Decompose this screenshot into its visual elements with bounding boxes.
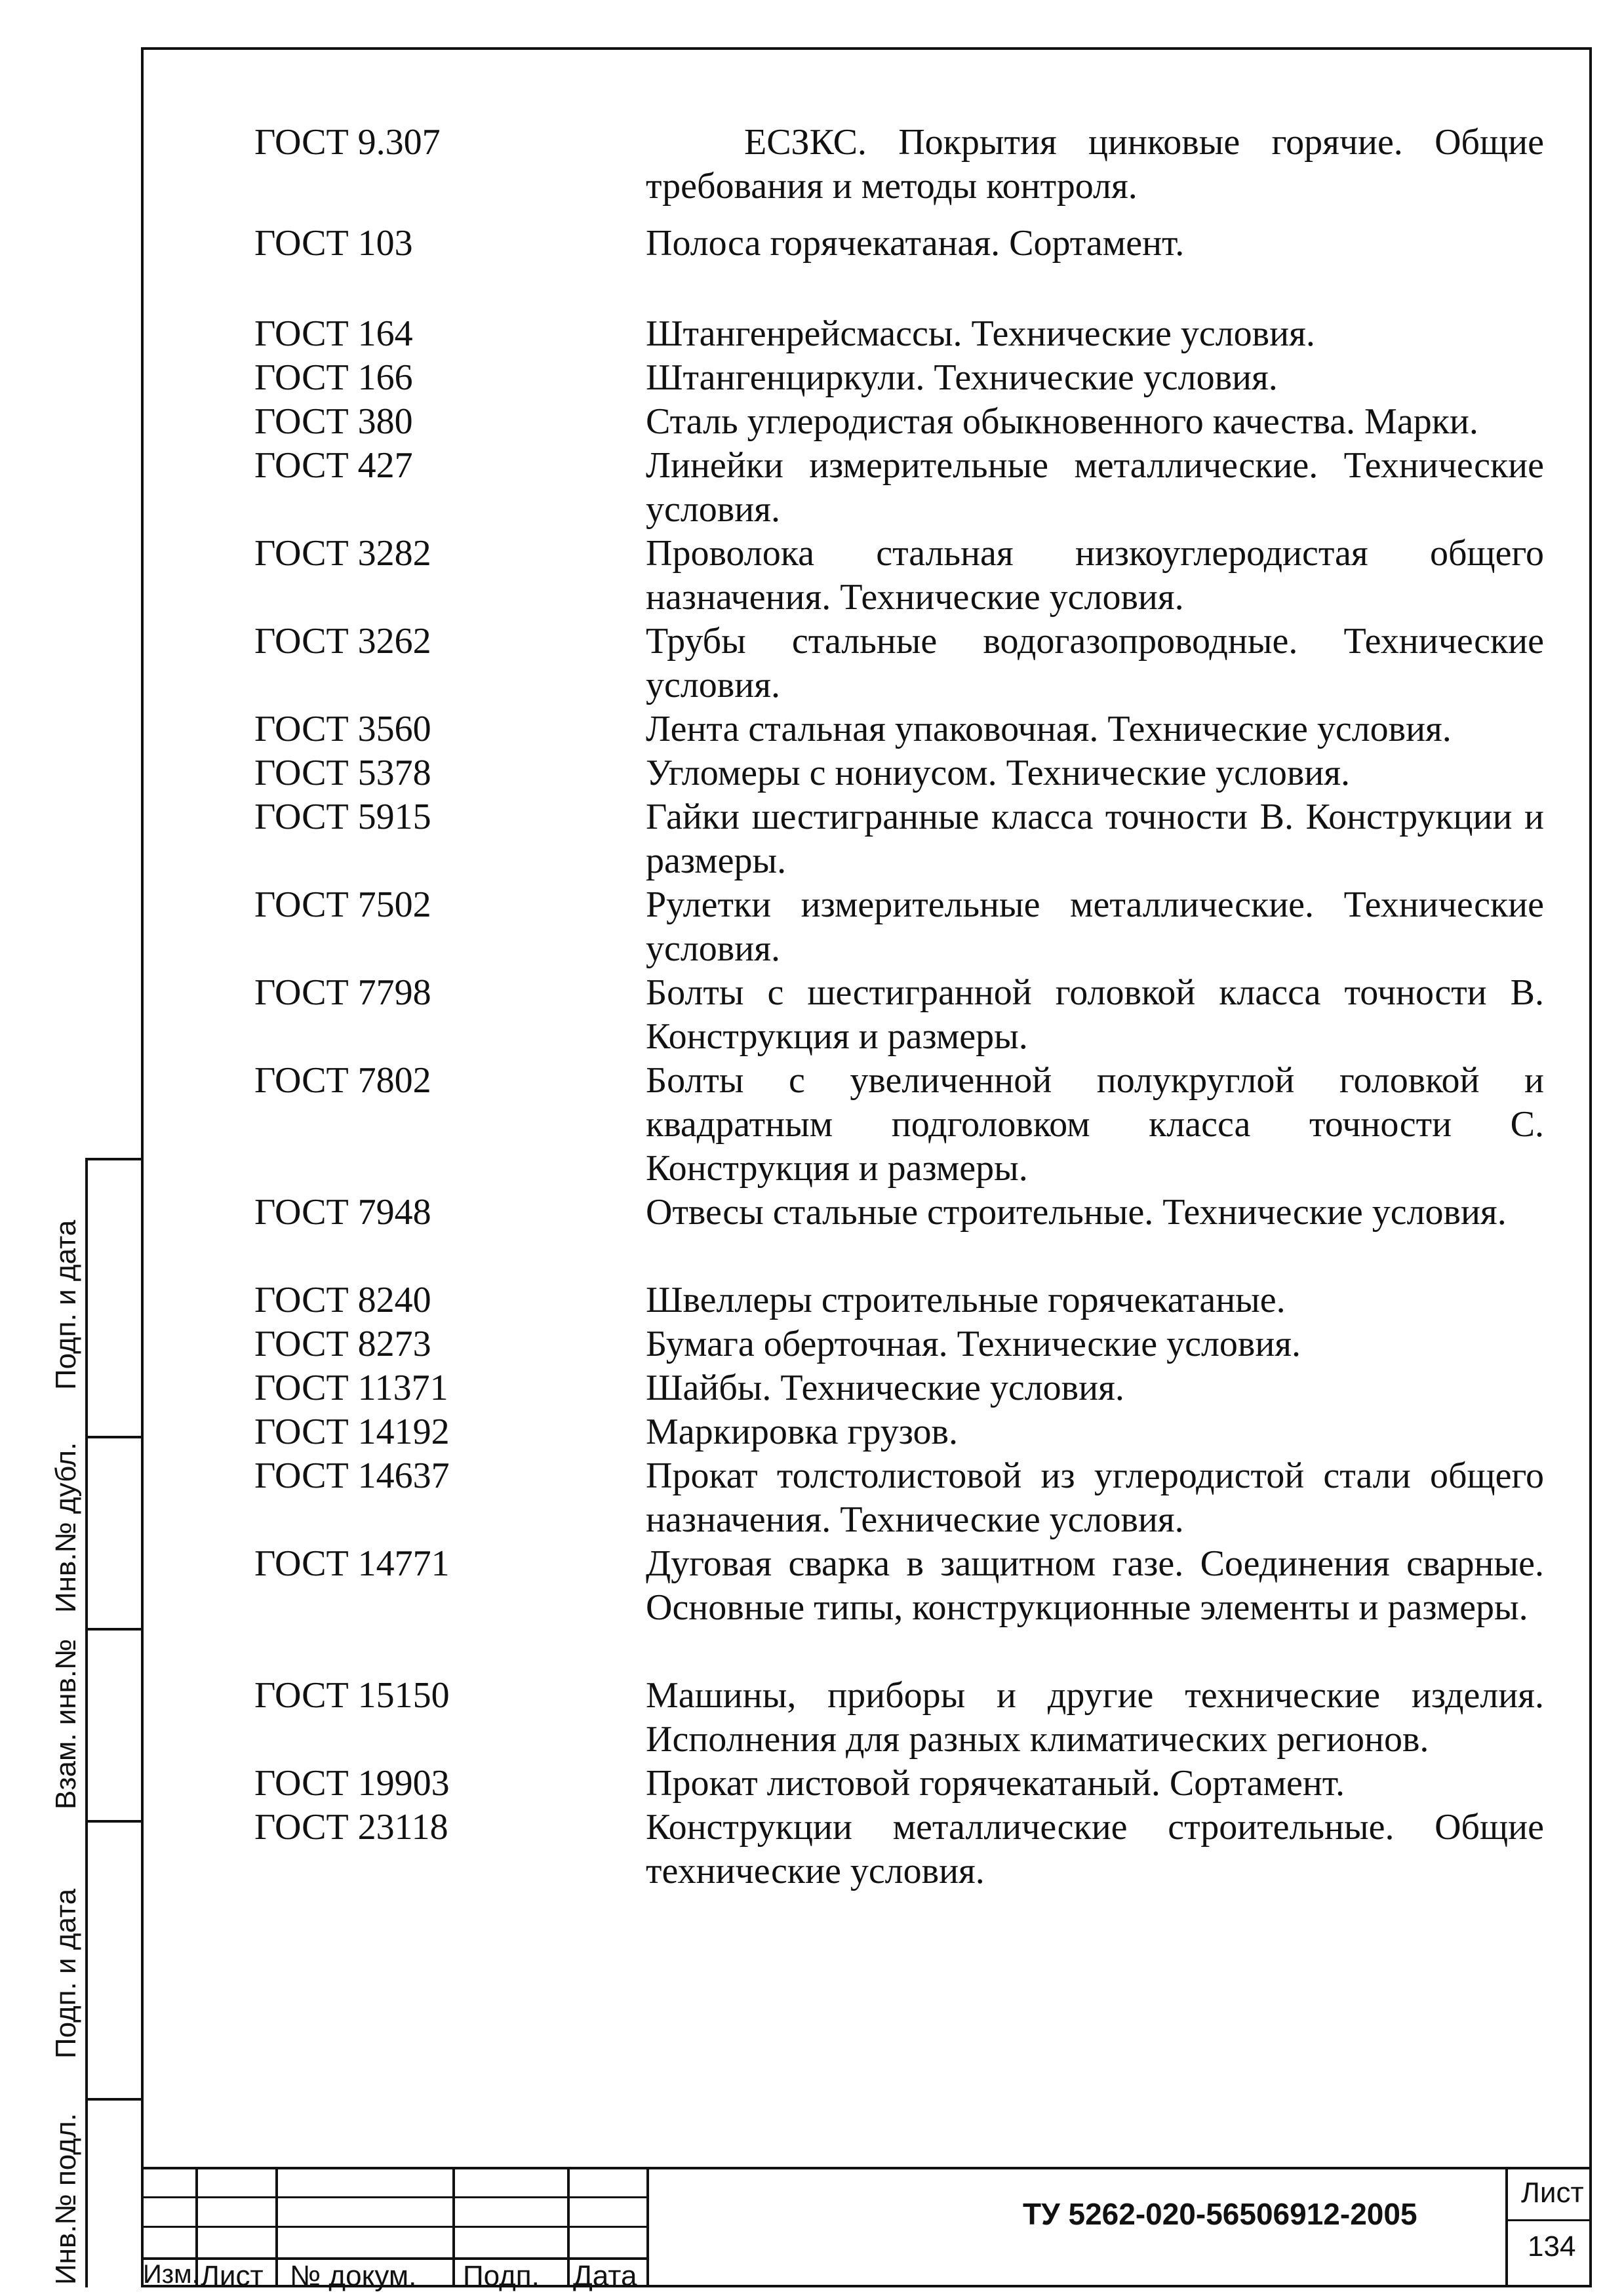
gost-description: Маркировка грузов. xyxy=(646,1412,958,1452)
gost-description: Прокат толстолистовой из углеродистой стали общего назначения. Технические условия. xyxy=(646,1455,1544,1540)
gost-description: Полоса горячекатаная. Сортамент. xyxy=(646,223,1185,264)
gost-code: ГОСТ 7802 xyxy=(254,1060,431,1101)
divider xyxy=(141,2167,1592,2169)
divider xyxy=(275,2167,278,2287)
gost-code: ГОСТ 8273 xyxy=(254,1324,431,1364)
divider xyxy=(85,1628,144,1631)
gost-code: ГОСТ 5378 xyxy=(254,753,431,793)
gost-code: ГОСТ 19903 xyxy=(254,1763,450,1804)
gost-code: ГОСТ 5915 xyxy=(254,797,431,837)
gost-code: ГОСТ 14192 xyxy=(254,1412,450,1452)
divider xyxy=(85,1436,144,1438)
gost-code: ГОСТ 9.307 xyxy=(254,122,441,163)
divider xyxy=(646,2167,649,2287)
gost-code: ГОСТ 14771 xyxy=(254,1543,450,1584)
gost-description: Болты с увеличенной полукруглой головкой и квадратным подголовком класса точности С. Конструкция и размеры. xyxy=(646,1060,1544,1189)
gost-description: Штангенрейсмассы. Технические условия. xyxy=(646,313,1315,354)
divider xyxy=(85,2098,144,2101)
divider xyxy=(1508,2219,1592,2221)
gost-description: ЕСЗКС. Покрытия цинковые горячие. Общие требования и методы контроля. xyxy=(646,122,1544,207)
gost-code: ГОСТ 3262 xyxy=(254,621,431,662)
gost-code: ГОСТ 23118 xyxy=(254,1807,448,1848)
side-label-inv-dubl: Инв.№ дубл. xyxy=(50,1442,82,1613)
gost-description: Сталь углеродистая обыкновенного качества. Марки. xyxy=(646,401,1478,442)
gost-description: Болты с шестигранной головкой класса точности В. Конструкция и размеры. xyxy=(646,972,1544,1057)
gost-code: ГОСТ 7502 xyxy=(254,884,431,925)
side-label-podp-data: Подп. и дата xyxy=(50,1219,82,1390)
gost-description: Штангенциркули. Технические условия. xyxy=(646,357,1278,398)
gost-code: ГОСТ 380 xyxy=(254,401,413,442)
title-col-izm: Изм. xyxy=(143,2260,199,2289)
gost-code: ГОСТ 427 xyxy=(254,445,413,486)
gost-code: ГОСТ 15150 xyxy=(254,1675,450,1716)
title-col-podp: Подп. xyxy=(463,2260,540,2292)
gost-code: ГОСТ 3560 xyxy=(254,709,431,749)
gost-code: ГОСТ 103 xyxy=(254,223,413,264)
divider xyxy=(141,2226,649,2228)
side-label-vzam-inv: Взам. инв.№ xyxy=(50,1638,82,1809)
gost-description: Прокат листовой горячекатаный. Сортамент. xyxy=(646,1763,1345,1804)
gost-code: ГОСТ 7798 xyxy=(254,972,431,1013)
gost-code: ГОСТ 164 xyxy=(254,313,413,354)
gost-code: ГОСТ 3282 xyxy=(254,533,431,574)
gost-description: Линейки измерительные металлические. Технические условия. xyxy=(646,445,1544,530)
side-label-podp-data-2: Подп. и дата xyxy=(50,1888,82,2059)
side-label-inv-podl: Инв.№ подл. xyxy=(50,2113,82,2285)
gost-description: Трубы стальные водогазопроводные. Технические условия. xyxy=(646,621,1544,705)
gost-description: Лента стальная упаковочная. Технические условия. xyxy=(646,709,1452,749)
sheet-label: Лист xyxy=(1521,2177,1584,2209)
gost-description: Рулетки измерительные металлические. Технические условия. xyxy=(646,884,1544,969)
divider xyxy=(141,2196,649,2198)
gost-description: Гайки шестигранные класса точности В. Конструкции и размеры. xyxy=(646,797,1544,881)
gost-description: Проволока стальная низкоуглеродистая общего назначения. Технические условия. xyxy=(646,533,1544,618)
gost-description: Отвесы стальные строительные. Технические условия. xyxy=(646,1192,1507,1233)
divider xyxy=(1505,2167,1508,2287)
divider xyxy=(452,2167,455,2287)
divider xyxy=(567,2167,570,2287)
gost-description: Машины, приборы и другие технические изделия. Исполнения для разных климатических регионов. xyxy=(646,1675,1544,1760)
gost-code: ГОСТ 7948 xyxy=(254,1192,431,1233)
gost-code: ГОСТ 14637 xyxy=(254,1455,450,1496)
title-col-list: Лист xyxy=(201,2260,264,2292)
title-col-doc: № докум. xyxy=(290,2260,417,2292)
gost-description: Швеллеры строительные горячекатаные. xyxy=(646,1280,1286,1320)
divider xyxy=(85,1820,144,1823)
title-col-data: Дата xyxy=(573,2260,637,2292)
sheet-number: 134 xyxy=(1528,2230,1576,2263)
gost-description: Бумага оберточная. Технические условия. xyxy=(646,1324,1301,1364)
document-code: ТУ 5262-020-56506912-2005 xyxy=(1023,2197,1417,2231)
gost-code: ГОСТ 166 xyxy=(254,357,413,398)
gost-description: Угломеры с нониусом. Технические условия. xyxy=(646,753,1351,793)
gost-description: Дуговая сварка в защитном газе. Соединения сварные. Основные типы, конструкционные элементы и размеры. xyxy=(646,1543,1544,1628)
gost-code: ГОСТ 11371 xyxy=(254,1368,448,1408)
divider xyxy=(85,1158,88,2287)
gost-code: ГОСТ 8240 xyxy=(254,1280,431,1320)
divider xyxy=(85,1158,144,1160)
gost-description: Шайбы. Технические условия. xyxy=(646,1368,1124,1408)
gost-description: Конструкции металлические строительные. Общие технические условия. xyxy=(646,1807,1544,1891)
